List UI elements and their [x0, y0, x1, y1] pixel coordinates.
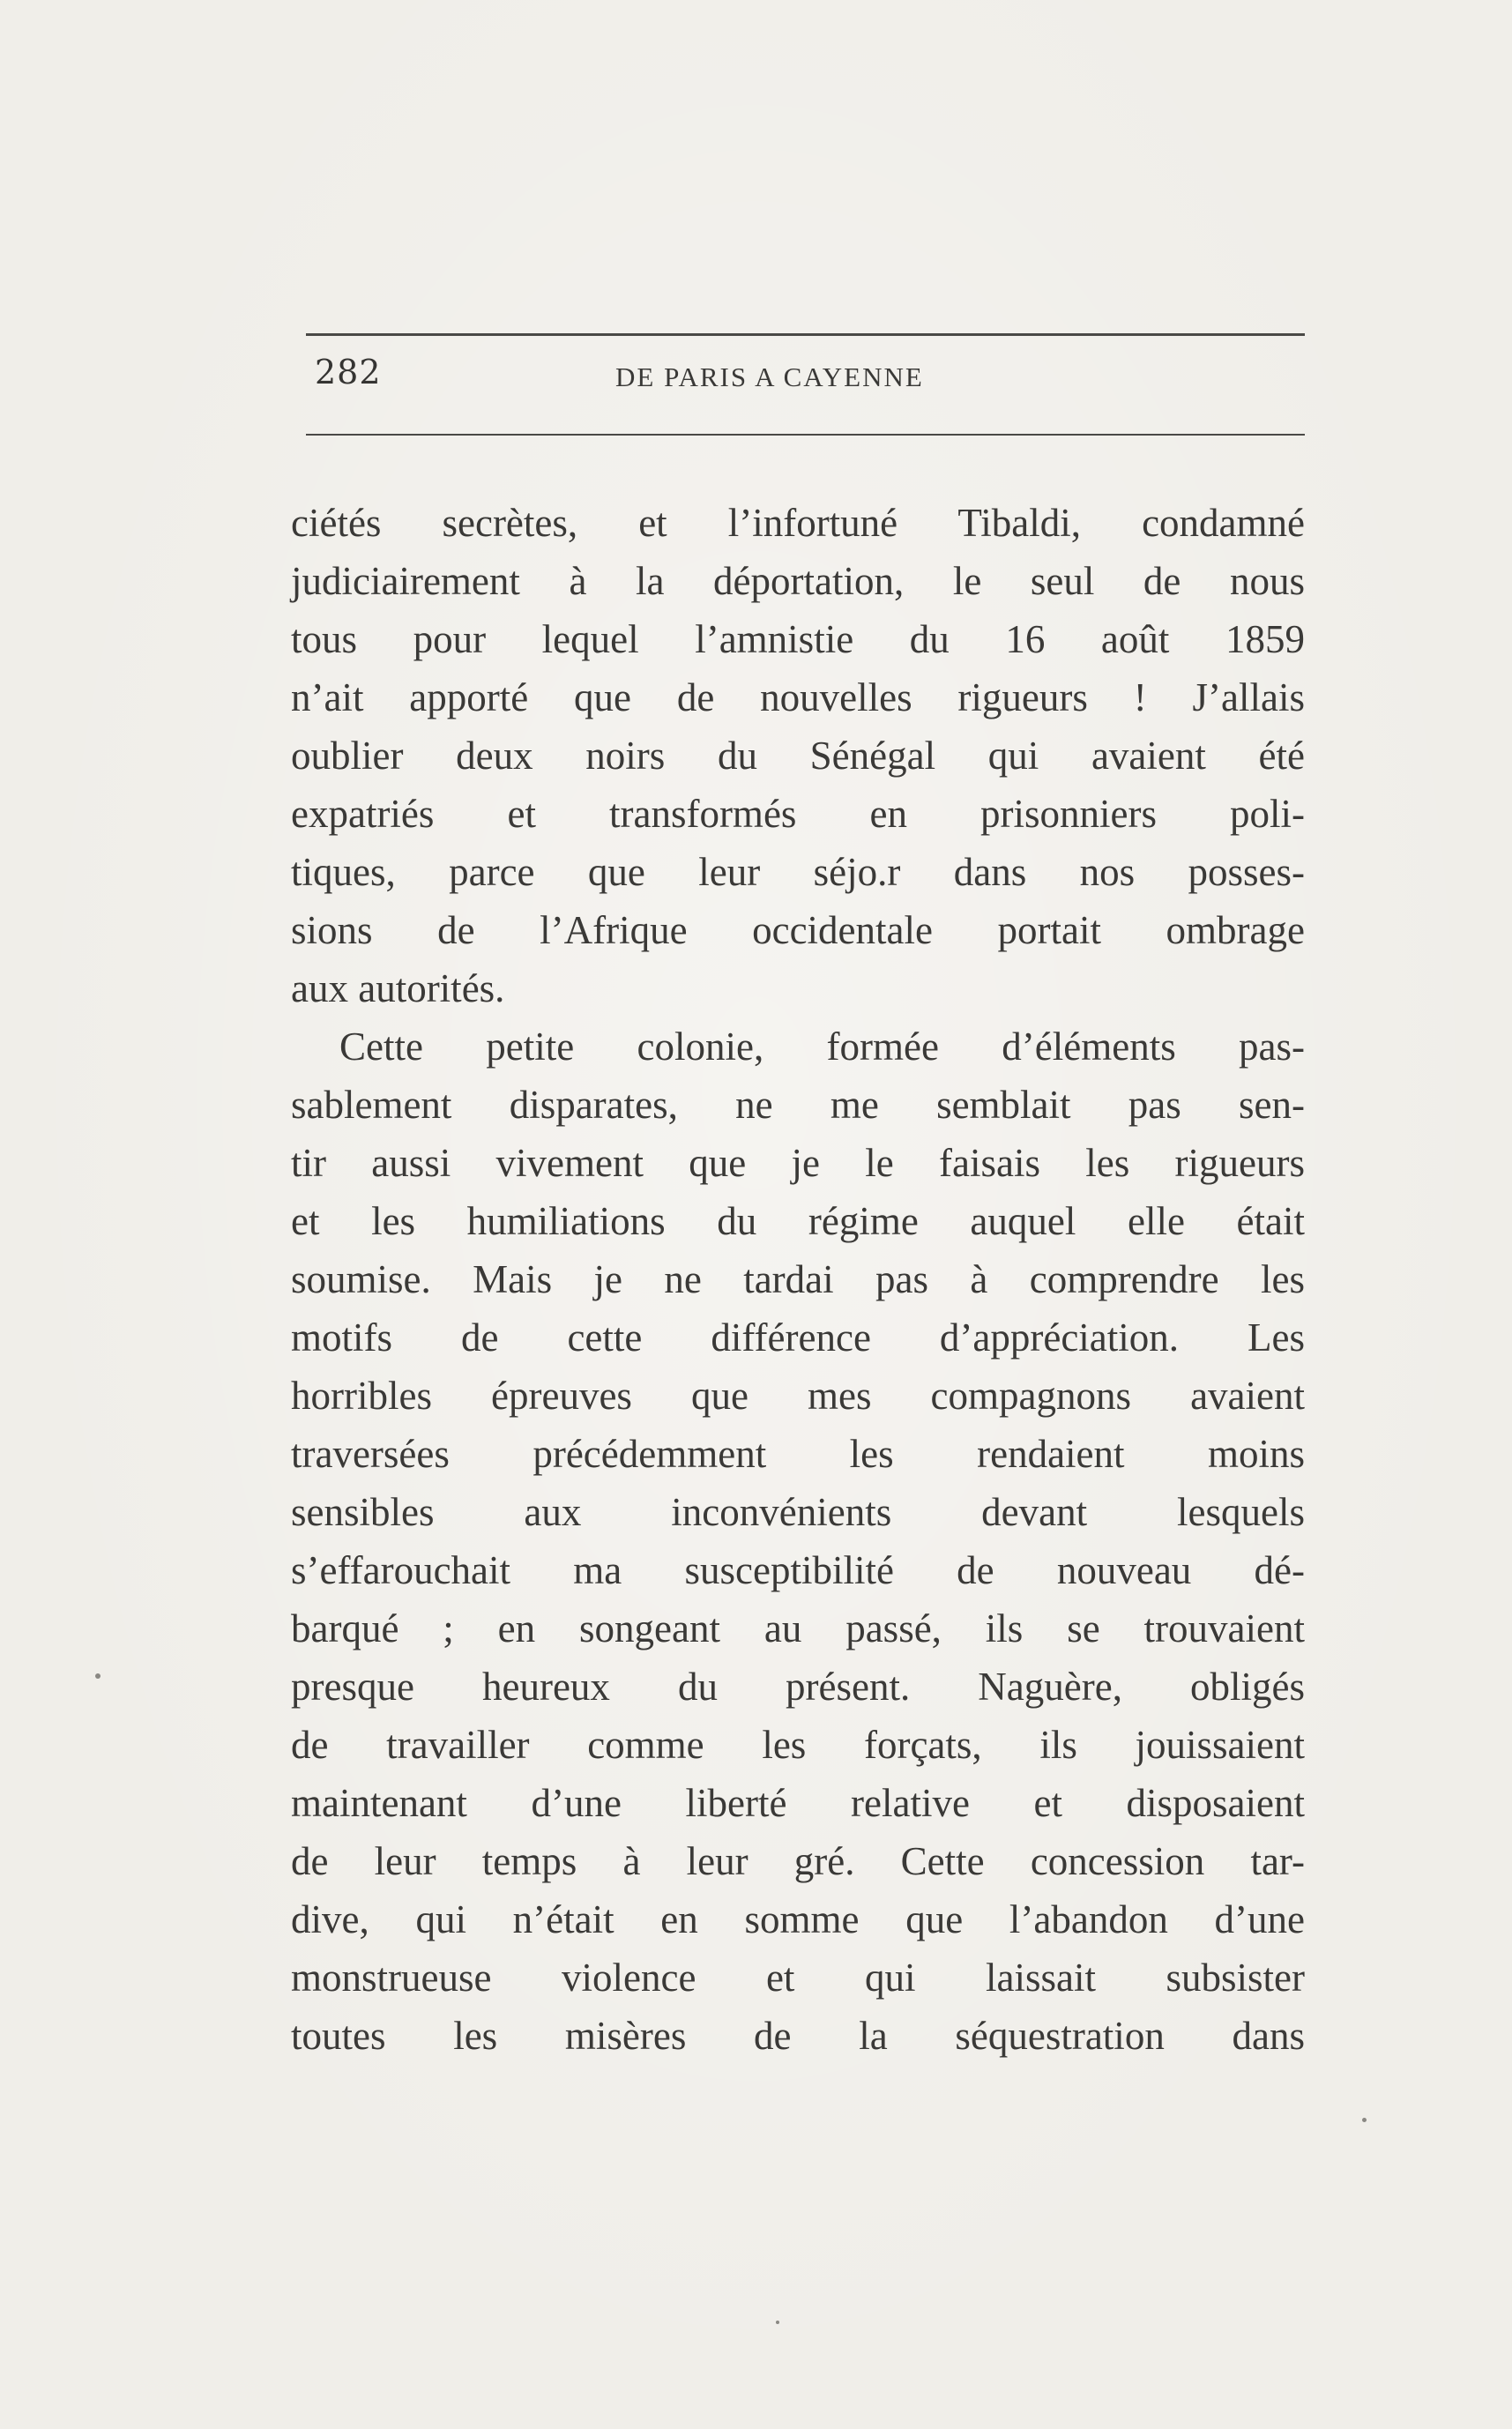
- text-line: ciétés secrètes, et l’infortuné Tibaldi, condamné: [291, 501, 1305, 545]
- text-line: presque heureux du présent. Naguère, obligés: [291, 1665, 1305, 1709]
- text-line: barqué ; en songeant au passé, ils se trouvaient: [291, 1606, 1305, 1650]
- text-line: traversées précédemment les rendaient moins: [291, 1432, 1305, 1476]
- header-top-rule: [306, 333, 1305, 336]
- paragraph-end-line: aux autorités.: [291, 966, 505, 1010]
- text-line: monstrueuse violence et qui laissait subsister: [291, 1956, 1305, 2000]
- paper-speck: [95, 1673, 101, 1679]
- body-text: [291, 494, 1305, 2065]
- text-line: dive, qui n’était en somme que l’abandon d’une: [291, 1897, 1305, 1941]
- text-line: maintenant d’une liberté relative et disposaient: [291, 1781, 1305, 1825]
- text-line: soumise. Mais je ne tardai pas à comprendre les: [291, 1257, 1305, 1301]
- text-line: de leur temps à leur gré. Cette concession tar-: [291, 1839, 1305, 1883]
- paragraph-start-line: Cette petite colonie, formée d’éléments pas-: [339, 1025, 1305, 1069]
- text-line: sablement disparates, ne me semblait pas sen-: [291, 1083, 1305, 1127]
- paper-speck: [776, 2321, 779, 2324]
- text-line: n’ait apporté que de nouvelles rigueurs ! J’allais: [291, 675, 1305, 719]
- paper-speck: [1362, 2118, 1367, 2122]
- text-line: toutes les misères de la séquestration dans: [291, 2014, 1305, 2058]
- text-line: s’effarouchait ma susceptibilité de nouveau dé-: [291, 1548, 1305, 1592]
- header-bottom-rule: [306, 434, 1305, 436]
- text-line: oublier deux noirs du Sénégal qui avaient été: [291, 734, 1305, 778]
- page-number: 282: [315, 353, 382, 391]
- text-line: tir aussi vivement que je le faisais les rigueurs: [291, 1141, 1305, 1185]
- text-line: et les humiliations du régime auquel elle était: [291, 1199, 1305, 1243]
- text-line: tous pour lequel l’amnistie du 16 août 1859: [291, 617, 1305, 661]
- text-line: horribles épreuves que mes compagnons avaient: [291, 1374, 1305, 1418]
- text-line: expatriés et transformés en prisonniers poli-: [291, 792, 1305, 836]
- text-line: tiques, parce que leur séjo.r dans nos posses-: [291, 850, 1305, 894]
- text-line: motifs de cette différence d’appréciation. Les: [291, 1315, 1305, 1360]
- text-line: sions de l’Afrique occidentale portait ombrage: [291, 908, 1305, 952]
- text-line: de travailler comme les forçats, ils jouissaient: [291, 1723, 1305, 1767]
- text-line: sensibles aux inconvénients devant lesquels: [291, 1490, 1305, 1534]
- running-title: DE PARIS A CAYENNE: [615, 361, 924, 392]
- text-line: judiciairement à la déportation, le seul de nous: [291, 559, 1305, 603]
